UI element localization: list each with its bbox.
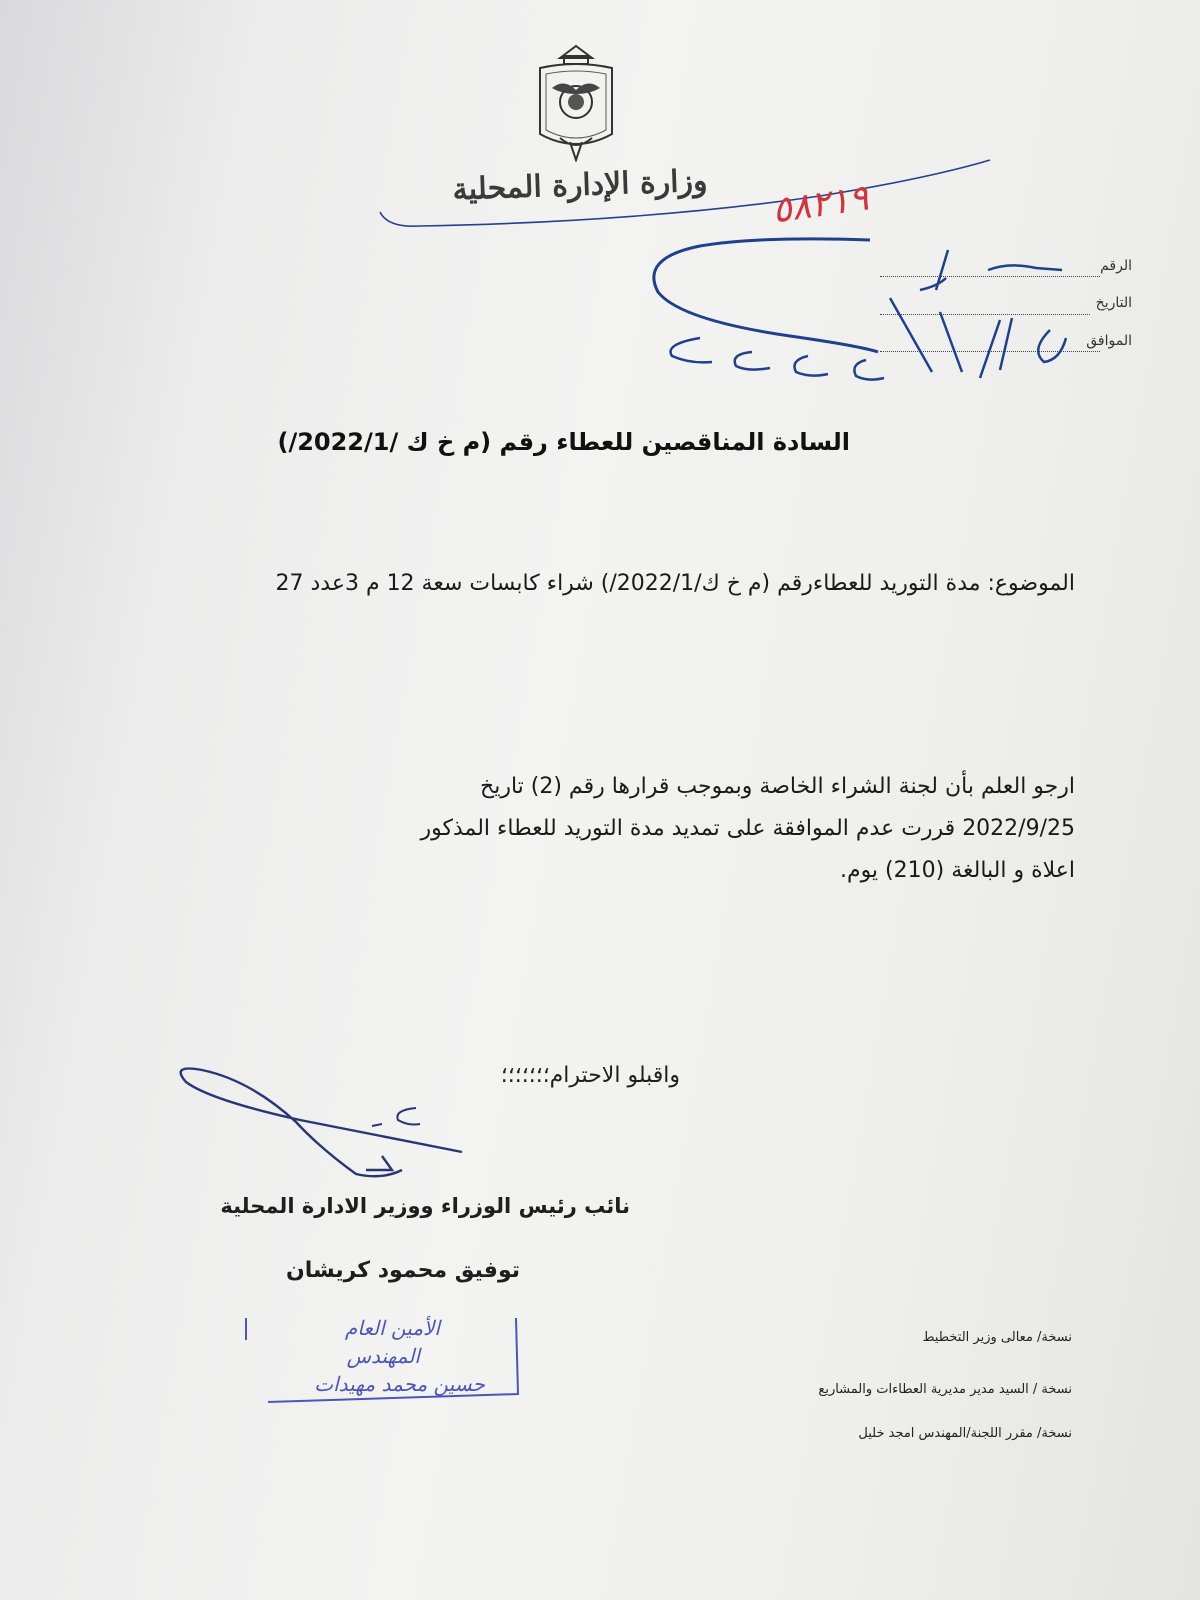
stamp-line-title: الأمين العام	[344, 1316, 440, 1340]
date-label: التاريخ	[1095, 295, 1132, 311]
number-label: الرقم	[1100, 258, 1132, 274]
closing-line: واقبلو الاحترام؛؛؛؛؛؛؛	[500, 1063, 680, 1088]
copy-line: نسخة / السيد مدير مديرية العطاءات والمشاريع	[818, 1382, 1072, 1397]
stamp-line-name: حسين محمد مهيدات	[314, 1372, 485, 1396]
signer-name: توفيق محمود كريشان	[285, 1258, 520, 1283]
body-line: اعلاة و البالغة (210) يوم.	[839, 858, 1075, 883]
letter-body	[85, 766, 1075, 892]
signature-curl-stroke	[372, 1108, 420, 1126]
ministry-name: وزارة الإدارة المحلية	[451, 163, 709, 208]
signature-stroke	[181, 1069, 462, 1177]
copy-line: نسخة/ مقرر اللجنة/المهندس امجد خليل	[858, 1426, 1072, 1441]
reference-date-slash-stroke	[890, 298, 962, 372]
reference-small-curls-stroke	[671, 338, 884, 380]
reference-big-loop-stroke	[654, 239, 878, 352]
signer-title: نائب رئيس الوزراء ووزير الادارة المحلية	[220, 1194, 630, 1218]
body-line: 2022/9/25 قررت عدم الموافقة على تمديد مدة التوريد للعطاء المذكور	[420, 816, 1075, 841]
corresponding-label: الموافق	[1086, 333, 1132, 349]
body-line: ارجو العلم بأن لجنة الشراء الخاصة وبموجب قرارها رقم (2) تاريخ	[480, 774, 1075, 799]
copy-line: نسخة/ معالى وزير التخطيط	[922, 1330, 1072, 1345]
handwritten-reference-number: ٥٨٢١٩	[769, 177, 872, 232]
stamp-line-role: المهندس	[346, 1344, 420, 1368]
addressee-heading: السادة المناقصين للعطاء رقم (م خ ك /2022/1/)	[277, 428, 850, 456]
subject-line: الموضوع: مدة التوريد للعطاءرقم (م خ ك/2022/1/) شراء كابسات سعة 12 م 3عدد 27	[275, 571, 1075, 596]
letterhead-underline-stroke	[380, 160, 990, 226]
